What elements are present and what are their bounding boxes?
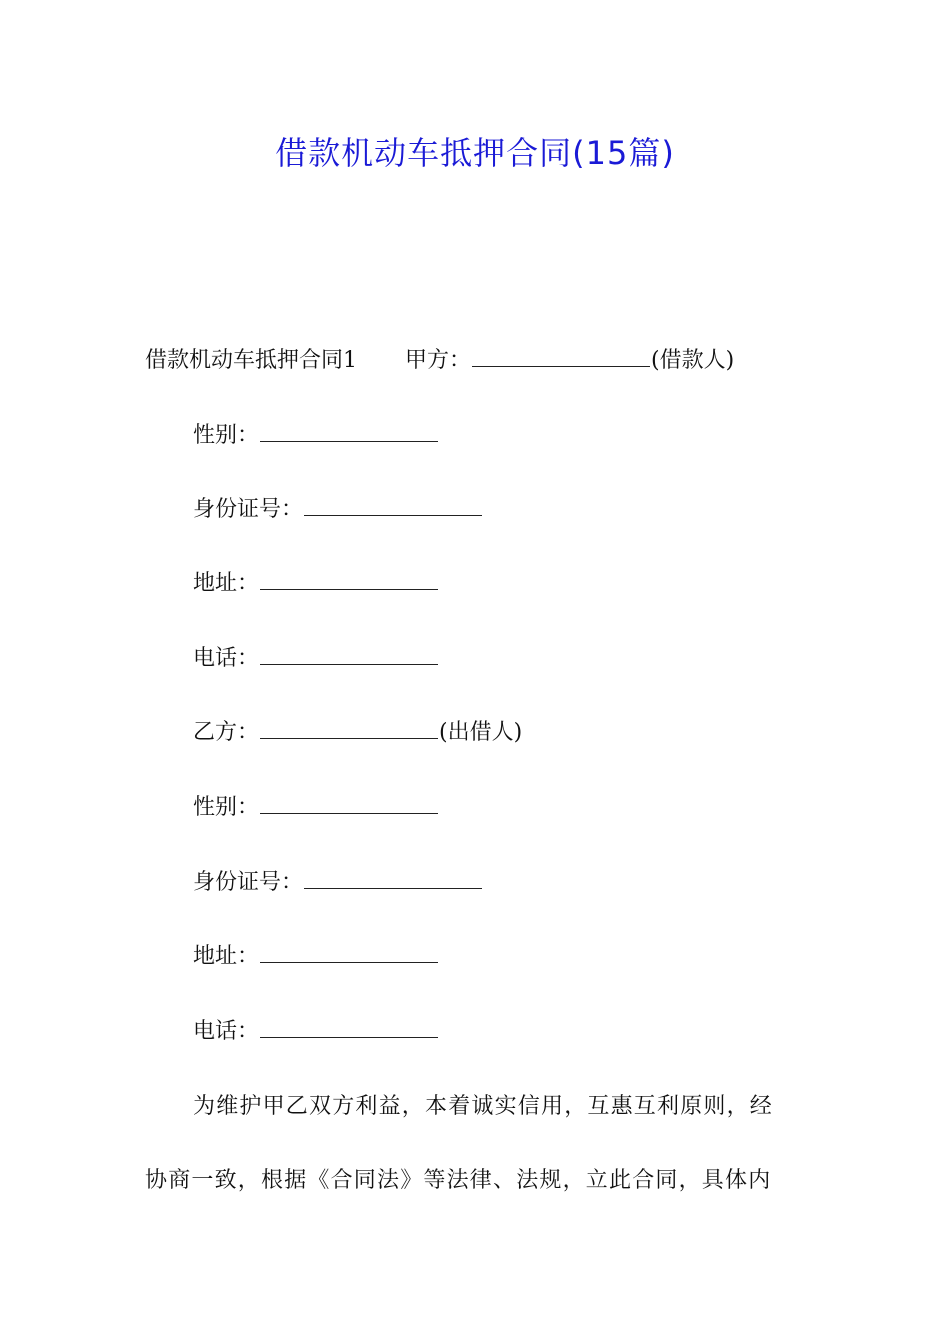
- party-b-gender-label: 性别：: [193, 795, 260, 820]
- party-a-suffix: (借款人): [651, 348, 735, 373]
- party-b-label: 乙方：: [193, 720, 260, 745]
- paragraph-line-1: 为维护甲乙双方利益，本着诚实信用，互惠互利原则，经: [193, 1094, 774, 1119]
- party-b-gender-blank: [260, 793, 438, 814]
- party-b-phone-blank: [260, 1017, 438, 1038]
- party-a-phone-blank: [260, 644, 438, 665]
- party-a-address-blank: [260, 569, 438, 590]
- party-b-id-line: [193, 868, 483, 898]
- party-a-gender-line: [193, 421, 439, 451]
- party-b-address-line: [193, 942, 439, 972]
- party-a-id-blank: [304, 495, 482, 516]
- paragraph-line-2: 协商一致，根据《合同法》等法律、法规，立此合同，具体内: [145, 1168, 772, 1193]
- party-a-label: 甲方：: [405, 348, 472, 373]
- party-b-address-label: 地址：: [193, 944, 260, 969]
- first-line: [145, 346, 734, 376]
- party-b-name-blank: [260, 718, 438, 739]
- contract-heading: 借款机动车抵押合同1: [145, 348, 357, 373]
- party-a-address-label: 地址：: [193, 571, 260, 596]
- party-a-name-blank: [472, 346, 650, 367]
- party-a-id-label: 身份证号：: [193, 497, 304, 522]
- party-b-gender-line: [193, 793, 439, 823]
- party-b-id-blank: [304, 868, 482, 889]
- party-b-address-blank: [260, 942, 438, 963]
- party-a-gender-blank: [260, 421, 438, 442]
- party-b-phone-label: 电话：: [193, 1019, 260, 1044]
- party-b-line: [193, 718, 522, 748]
- party-b-id-label: 身份证号：: [193, 870, 304, 895]
- party-a-phone-line: [193, 644, 439, 674]
- party-a-gender-label: 性别：: [193, 423, 260, 448]
- party-a-phone-label: 电话：: [193, 646, 260, 671]
- document-title: 借款机动车抵押合同(15篇): [275, 134, 675, 172]
- party-a-id-line: [193, 495, 483, 525]
- party-b-suffix: (出借人): [439, 720, 523, 745]
- party-a-address-line: [193, 569, 439, 599]
- party-b-phone-line: [193, 1017, 439, 1047]
